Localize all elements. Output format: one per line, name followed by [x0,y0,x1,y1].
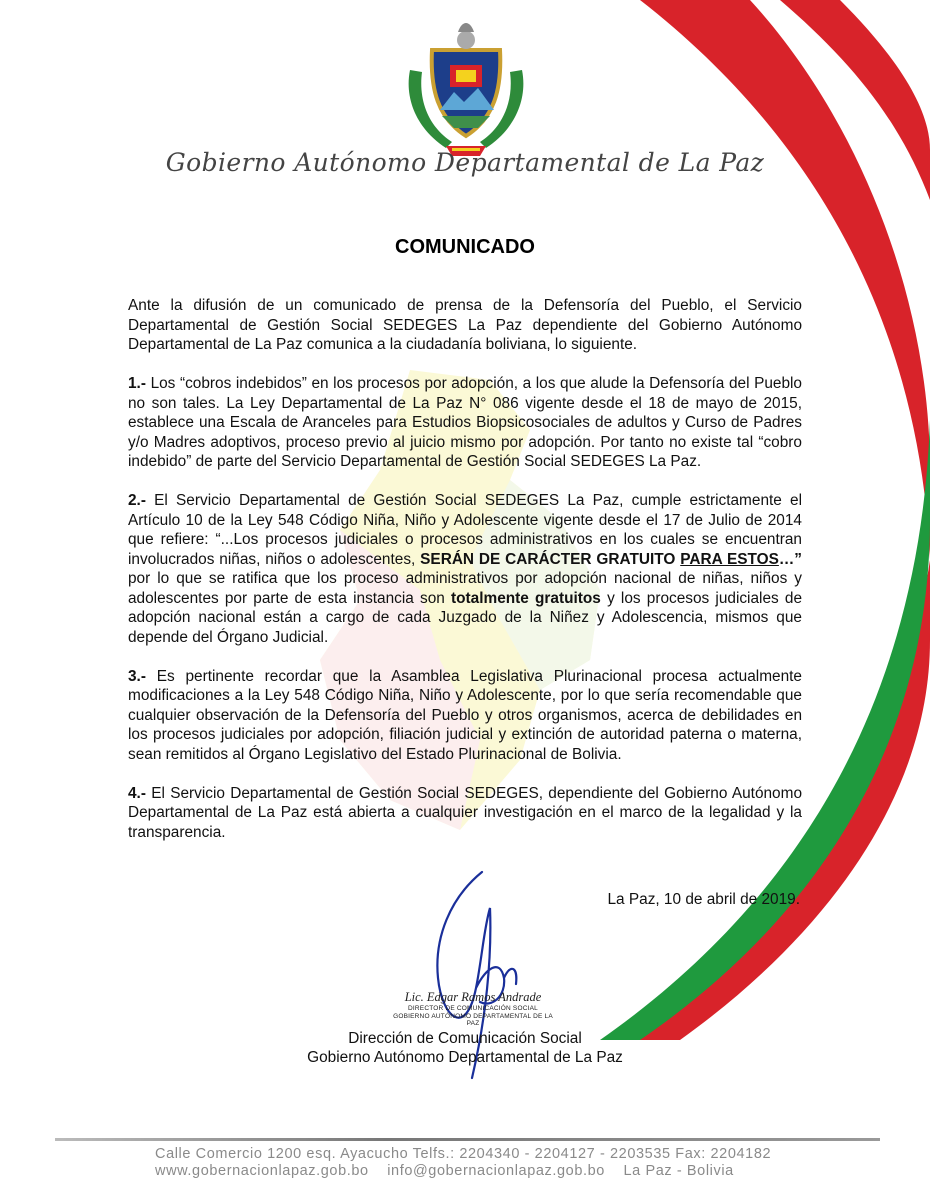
point-number: 1.- [128,375,146,392]
point-number: 3.- [128,667,146,685]
signer-role-line: GOBIERNO AUTÓNOMO DEPARTAMENTAL DE LA PAZ [393,1012,553,1027]
signer-role-line: DIRECTOR DE COMUNICACIÓN SOCIAL [408,1005,538,1012]
date-line: La Paz, 10 de abril de 2019. [607,891,800,908]
footer-address: Calle Comercio 1200 esq. Ayacucho Telfs.: 2204340 - 2204127 - 2203535 Fax: 2204182 [155,1146,772,1162]
point-2 [128,491,802,647]
point-number: 4.- [128,784,146,802]
underline-text: PARA ESTOS [680,550,779,568]
department-block [0,1029,930,1067]
point-text: Los “cobros indebidos” en los procesos por adopción, a los que alude la Defensoría del Pueblo no son tales. La Ley Departamental de La Paz N° 086 vigente desde el 18 de mayo de 2015, establece una Escala de Aranceles para Estudios Biopsicosociales de adultos y Curso de Padres y/o Madres adoptivos, proceso previo al juicio mismo por adopción. Por tanto no existe tal “cobro indebido” de parte del Servicio Departamental de Gestión Social SEDEGES La Paz. [128,375,802,470]
point-number: 2.- [128,492,146,509]
point-text: El Servicio Departamental de Gestión Social SEDEGES La Paz, cumple estrictamente el Artículo 10 de la Ley 548 Código Niña, Niño y Adolescente vigente desde el 17 de Julio de 2014 que refiere: “...Los procesos judiciales o procesos administrativos en los cuales se encuentran involucrados niñas, niños o adolescentes, [128,492,803,568]
point-1 [128,374,802,472]
point-text: Es pertinente recordar que la Asamblea Legislativa Plurinacional procesa actualmente modificaciones a la Ley 548 Código Niña, Niño y Adolescente, por lo que sería recomendable que cualquier observación de la Defensoría del Pueblo y otros organismos, acerca de debilidades en los procesos judiciales por adopción, filiación judicial y extinción de autoridad paterna o materna, sean remitidos al Órgano Legislativo del Estado Plurinacional de Bolivia. [128,667,802,763]
document-title: COMUNICADO [395,236,535,258]
department-org: Gobierno Autónomo Departamental de La Paz [307,1049,623,1066]
org-script-name: Gobierno Autónomo Departamental de La Paz [165,148,765,177]
intro-paragraph: Ante la difusión de un comunicado de prensa de la Defensoría del Pueblo, el Servicio Departamental de Gestión Social SEDEGES La Paz dependiente del Gobierno Autónomo Departamental de La Paz comunica a la ciudadanía boliviana, lo siguiente. [128,297,802,353]
emphasis-text: totalmente gratuitos [451,589,601,607]
department-name: Dirección de Comunicación Social [348,1030,582,1047]
document-body [128,296,802,862]
footer-divider [55,1138,880,1141]
point-text: y los procesos judiciales de adopción nacional están a cargo de cada Juzgado de la Niñez y Adolescencia, mismos que depende del Órgano Judicial. [128,589,803,646]
point-4 [128,784,802,843]
signer-name: Lic. Edgar Ramos Andrade [404,990,542,1004]
footer-contacts: www.gobernacionlapaz.gob.bo info@gobernacionlapaz.gob.bo La Paz - Bolivia [155,1163,734,1179]
emphasis-text: SERÁN DE CARÁCTER GRATUITO [420,550,676,568]
coat-of-arms-icon [398,10,534,160]
point-text: por lo que se ratifica que los proceso administrativos por adopción nacional de niñas, niños y adolescentes por parte de esta instancia son [128,570,802,607]
emphasis-end: …” [778,550,802,568]
point-3 [128,667,802,765]
point-text: El Servicio Departamental de Gestión Social SEDEGES, dependiente del Gobierno Autónomo Departamental de La Paz está abierta a cualquier investigación en el marco de la legalidad y la transparencia. [128,784,802,841]
signer-role [388,1005,558,1028]
